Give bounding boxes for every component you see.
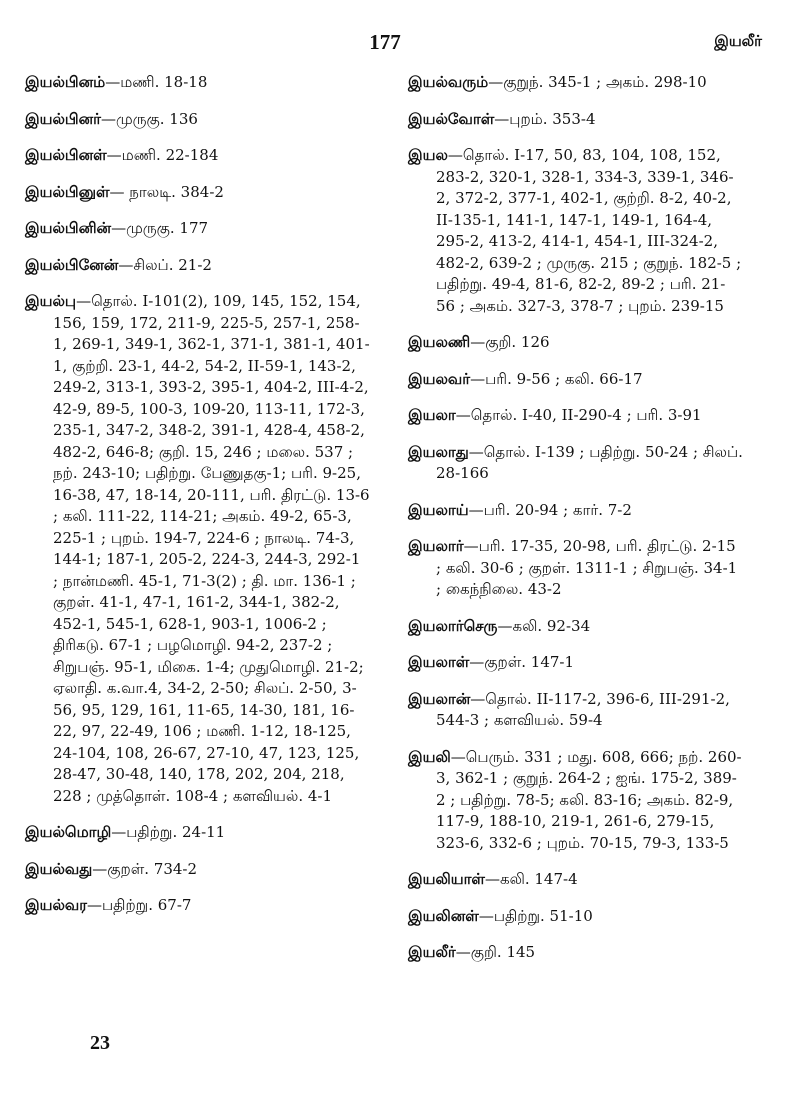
entry-headword: இயல்பினம் [25, 73, 106, 91]
entry-references: —குறள். 147-1 [469, 653, 575, 671]
entry-headword: இயல்பினர் [25, 109, 101, 128]
index-entry [408, 369, 743, 391]
entry-references: —தொல். I-40, II-290-4 ; பரி. 3-91 [455, 406, 702, 424]
entry-headword: இயலவர் [408, 369, 471, 388]
entry-references: —குறி. 126 [470, 333, 550, 351]
index-entry [25, 182, 370, 204]
entry-references: —மணி. 22-184 [106, 146, 219, 164]
index-entry [25, 72, 370, 94]
entry-headword: இயலீர் [408, 943, 456, 961]
entry-references: —கலி. 92-34 [497, 616, 591, 635]
index-entry [408, 906, 743, 928]
index-entry [408, 689, 743, 732]
entry-references: —கலி. 147-4 [484, 870, 578, 888]
index-entry [25, 291, 370, 807]
right-column [408, 72, 743, 979]
entry-references: —பரி. 9-56 ; கலி. 66-17 [470, 369, 643, 388]
entry-headword: இயலாய் [408, 500, 469, 519]
index-entry [408, 72, 743, 94]
running-head: இயலீர் [714, 32, 762, 50]
entry-headword: இயல்பினுள் [25, 182, 110, 201]
entry-headword: இயல்பினள் [25, 146, 107, 164]
index-entry [25, 145, 370, 167]
index-entry [25, 822, 370, 844]
index-entry [408, 652, 743, 674]
entry-headword: இயலியாள் [408, 870, 485, 888]
entry-references: —பெரும். 331 ; மது. 608, 666; நற். 260-3, 362-1 ; குறுந். 264-2 ; ஐங். 175-2, 389-2 ; பதிற்று. 78-5; கலி. 83-16; அகம். 82-9, 117-9, 188-10, 219-1, 261-6, 279-15, 323-6, 332-6 ; புறம். 70-15, 79-3, 133-5 [436, 747, 742, 852]
entry-references: —முருகு. 177 [111, 219, 209, 237]
signature-mark: 23 [90, 1032, 110, 1054]
index-entry [25, 859, 370, 881]
entry-references: —பதிற்று. 67-7 [87, 896, 192, 914]
entry-references: —பதிற்று. 51-10 [478, 906, 593, 925]
entry-references: —சிலப். 21-2 [118, 255, 212, 274]
entry-headword: இயல்பினேன் [25, 255, 119, 274]
entry-headword: இயல்பினின் [25, 219, 112, 237]
index-entry [408, 536, 743, 601]
entry-headword: இயலான் [408, 689, 471, 708]
index-entry [408, 405, 743, 427]
entry-references: —பரி. 20-94 ; கார். 7-2 [468, 500, 632, 519]
entry-headword: இயலார்செரு [408, 616, 498, 635]
entry-references: —குறள். 734-2 [92, 859, 198, 878]
index-entry [408, 942, 743, 964]
entry-headword: இயல்வோள் [408, 109, 495, 128]
index-entry [408, 109, 743, 131]
entry-references: —தொல். I-101(2), 109, 145, 152, 154, 156, 159, 172, 211-9, 225-5, 257-1, 258-1, 269-1, 349-1, 362-1, 371-1, 381-1, 401-1, குற்றி. 23-1, 44-2, 54-2, II-59-1, 143-2, 249-2, 313-1, 393-2, 395-1, 404-2, III-4-2, 42-9, 89-5, 100-3, 109-20, 113-11, 172-3, 235-1, 347-2, 348-2, 391-1, 428-4, 458-2, 482-2, 646-8; குறி. 15, 246 ; மலை. 537 ; நற். 243-10; பதிற்று. பேணுதகு-1; பரி. 9-25, 16-38, 47, 18-14, 20-111, பரி. திரட்டு. 13-6 ; கலி. 111-22, 114-21; அகம். 49-2, 65-3, 225-1 ; புறம். 194-7, 224-6 ; நாலடி. 74-3, 144-1; 187-1, 205-2, 224-3, 244-3, 292-1 ; நான்மணி. 45-1, 71-3(2) ; தி. மா. 136-1 ; குறள். 41-1, 47-1, 161-2, 344-1, 382-2, 452-1, 545-1, 628-1, 903-1, 1006-2 ; திரிகடு. 67-1 ; பழமொழி. 94-2, 237-2 ; சிறுபஞ். 95-1, மிகை. 1-4; முதுமொழி. 21-2; ஏலாதி. க.வா.4, 34-2, 2-50; சிலப். 2-50, 3-56, 95, 129, 161, 11-65, 14-30, 181, 16-22, 97, 22-49, 106 ; மணி. 1-12, 18-125, 24-104, 108, 26-67, 27-10, 47, 123, 125, 28-47, 30-48, 140, 178, 202, 204, 218, 228 ; முத்தொள். 108-4 ; களவியல். 4-1 [53, 292, 370, 805]
entry-references: —பதிற்று. 24-11 [111, 823, 226, 841]
index-entry [408, 442, 743, 485]
entry-references: —குறி. 145 [455, 943, 536, 961]
index-entry [408, 869, 743, 891]
entry-headword: இயலார் [408, 537, 464, 555]
entry-headword: இயல [408, 146, 448, 164]
entry-headword: இயல்வது [25, 859, 93, 878]
page-number: 177 [369, 30, 401, 54]
left-column [25, 72, 370, 932]
index-entry [408, 332, 743, 354]
entry-references: —தொல். I-139 ; பதிற்று. 50-24 ; சிலப். 28-166 [436, 442, 743, 482]
index-entry [408, 145, 743, 317]
entry-headword: இயலாள் [408, 653, 470, 671]
index-entry [25, 255, 370, 277]
entry-references: —தொல். II-117-2, 396-6, III-291-2, 544-3 ; களவியல். 59-4 [436, 689, 730, 729]
entry-headword: இயலாது [408, 442, 469, 461]
index-entry [25, 109, 370, 131]
entry-headword: இயலினள் [408, 906, 479, 925]
entry-headword: இயல்மொழி [25, 823, 112, 841]
index-entry [25, 895, 370, 917]
index-entry [408, 747, 743, 855]
entry-references: —தொல். I-17, 50, 83, 104, 108, 152, 283-2, 320-1, 328-1, 334-3, 339-1, 346-2, 372-2, 377-1, 402-1, குற்றி. 8-2, 40-2, II-135-1, 141-1, 147-1, 149-1, 164-4, 295-2, 413-2, 414-1, 454-1, III-324-2, 482-2, 639-2 ; முருகு. 215 ; குறுந். 182-5 ; பதிற்று. 49-4, 81-6, 82-2, 89-2 ; பரி. 21-56 ; அகம். 327-3, 378-7 ; புறம். 239-15 [436, 146, 742, 315]
index-entry [25, 218, 370, 240]
entry-headword: இயல்வரும் [408, 73, 489, 91]
entry-headword: இயலா [408, 406, 456, 424]
entry-headword: இயல்வர [25, 896, 88, 914]
index-entry [408, 500, 743, 522]
entry-headword: இயலி [408, 747, 451, 766]
entry-references: —மணி. 18-18 [105, 73, 208, 91]
entry-headword: இயல்பு [25, 292, 77, 310]
entry-references: —முருகு. 136 [100, 109, 198, 128]
index-entry [408, 616, 743, 638]
entry-references: —புறம். 353-4 [494, 109, 596, 128]
entry-headword: இயலணி [408, 333, 471, 351]
entry-references: —பரி. 17-35, 20-98, பரி. திரட்டு. 2-15 ; கலி. 30-6 ; குறள். 1311-1 ; சிறுபஞ். 34-1 ; கைந்நிலை. 43-2 [436, 537, 738, 598]
entry-references: — நாலடி. 384-2 [109, 182, 224, 201]
entry-references: —குறுந். 345-1 ; அகம். 298-10 [488, 73, 707, 91]
